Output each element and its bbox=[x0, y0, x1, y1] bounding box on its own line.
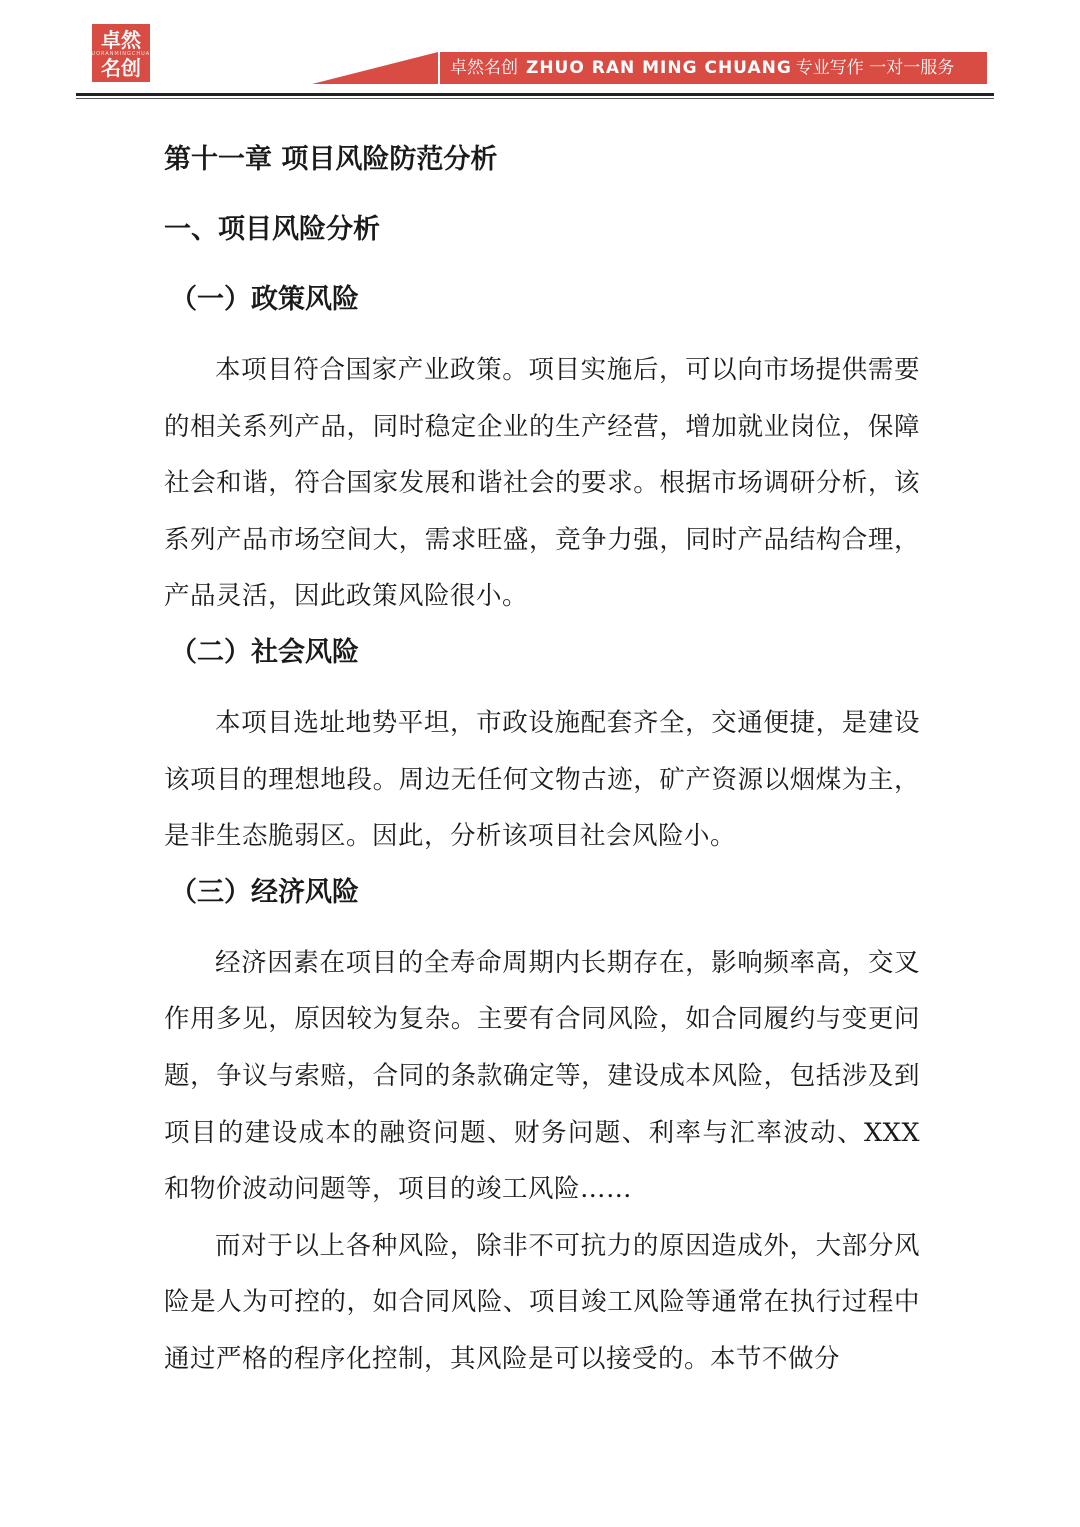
paragraph-social: 本项目选址地势平坦，市政设施配套齐全，交通便捷，是建设该项目的理想地段。周边无任何文物古迹，矿产资源以烟煤为主，是非生态脆弱区。因此，分析该项目社会风险小。 bbox=[164, 707, 920, 852]
banner-cn-name: 卓然名创 bbox=[450, 58, 518, 78]
chapter-title: 第十一章 项目风险防范分析 bbox=[164, 144, 498, 175]
subsection-title-policy: （一）政策风险 bbox=[170, 284, 359, 315]
banner-en-name: ZHUO RAN MING CHUANG bbox=[526, 58, 792, 78]
logo-text-line2: 名创 bbox=[101, 56, 141, 80]
brand-logo bbox=[82, 24, 160, 82]
paragraph-economic-1: 经济因素在项目的全寿命周期内长期存在，影响频率高，交叉作用多见，原因较为复杂。主要有合同风险，如合同履约与变更问题，争议与索赔，合同的条款确定等，建设成本风险，包括涉及到项目的建设成本的融资问题、财务问题、利率与汇率波动、XXX 和物价波动问题等，项目的竣工风险…… bbox=[164, 947, 920, 1205]
logo-subtext: ZHUORANMINGCHUANG bbox=[82, 51, 160, 57]
subsection-title-social: （二）社会风险 bbox=[170, 636, 359, 668]
section-title: 一、项目风险分析 bbox=[164, 214, 380, 245]
document-body bbox=[164, 132, 920, 1388]
banner-wedge-decoration bbox=[312, 52, 438, 84]
header-banner bbox=[440, 52, 987, 84]
header-divider-thin bbox=[76, 98, 994, 99]
paragraph-policy: 本项目符合国家产业政策。项目实施后，可以向市场提供需要的相关系列产品，同时稳定企业的生产经营，增加就业岗位，保障社会和谐，符合国家发展和谐社会的要求。根据市场调研分析，该系列产品市场空间大，需求旺盛，竞争力强，同时产品结构合理，产品灵活，因此政策风险很小。 bbox=[164, 355, 920, 612]
banner-tagline: 专业写作 一对一服务 bbox=[795, 58, 955, 78]
subsection-title-economic: （三）经济风险 bbox=[170, 876, 359, 908]
logo-text-line1: 卓然 bbox=[101, 28, 141, 52]
paragraph-economic-2: 而对于以上各种风险，除非不可抗力的原因造成外，大部分风险是人为可控的，如合同风险、项目竣工风险等通常在执行过程中通过严格的程序化控制，其风险是可以接受的。本节不做分 bbox=[164, 1230, 920, 1374]
header-divider-thick bbox=[76, 93, 994, 96]
